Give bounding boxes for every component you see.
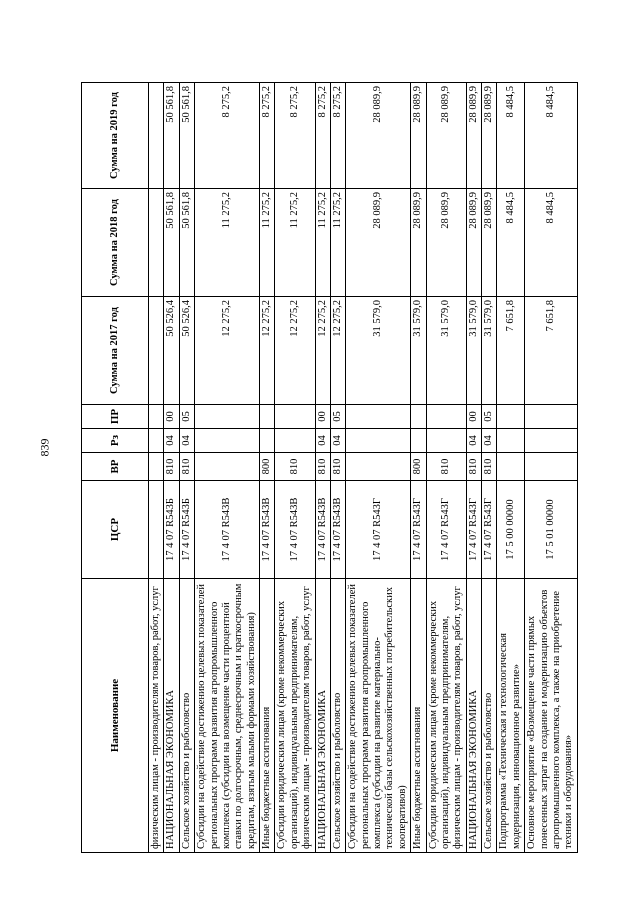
cell-name: Субсидии на содействие достижению целевых показателей региональных программ развития агропромышленного комплекса (субсидии на возмещение части процентной ставки по долгосрочным, среднесрочным и краткосрочным кредитам, взятым малыми формами хозяйствования) — [195, 579, 260, 853]
table-header-row — [82, 83, 149, 853]
cell-vr — [525, 453, 578, 481]
cell-sum-2018: 28 089,9 — [466, 189, 481, 297]
cell-csr: 17 4 07 R543Г — [411, 481, 426, 579]
table-row — [426, 83, 466, 853]
header-sum-2017: Сумма на 2017 год — [82, 297, 149, 405]
cell-sum-2017 — [149, 297, 164, 405]
cell-vr: 800 — [260, 453, 275, 481]
cell-sum-2017: 12 275,2 — [260, 297, 275, 405]
cell-name: Сельское хозяйство и рыболовство — [482, 579, 497, 853]
page-number: 839 — [37, 438, 52, 457]
cell-csr — [149, 481, 164, 579]
cell-rz: 04 — [466, 429, 481, 453]
cell-pr — [275, 405, 315, 429]
table-row — [411, 83, 426, 853]
table-row — [497, 83, 525, 853]
cell-rz: 04 — [179, 429, 194, 453]
table-row — [330, 83, 345, 853]
cell-sum-2017: 12 275,2 — [195, 297, 260, 405]
cell-vr — [497, 453, 525, 481]
cell-pr — [426, 405, 466, 429]
cell-pr — [149, 405, 164, 429]
cell-sum-2019: 28 089,9 — [482, 83, 497, 189]
cell-sum-2018: 11 275,2 — [330, 189, 345, 297]
cell-sum-2018 — [149, 189, 164, 297]
cell-rz — [346, 429, 411, 453]
cell-name: Сельское хозяйство и рыболовство — [179, 579, 194, 853]
cell-sum-2019: 8 275,2 — [195, 83, 260, 189]
cell-rz — [275, 429, 315, 453]
cell-rz — [260, 429, 275, 453]
table-row — [179, 83, 194, 853]
cell-sum-2018: 28 089,9 — [426, 189, 466, 297]
cell-rz: 04 — [482, 429, 497, 453]
table-row — [482, 83, 497, 853]
cell-csr: 17 4 07 R543Г — [466, 481, 481, 579]
table-row — [525, 83, 578, 853]
table-body — [149, 83, 578, 853]
cell-sum-2017: 31 579,0 — [482, 297, 497, 405]
cell-sum-2018: 50 561,8 — [164, 189, 179, 297]
cell-sum-2019: 8 275,2 — [315, 83, 330, 189]
table-row — [466, 83, 481, 853]
cell-sum-2018: 8 484,5 — [497, 189, 525, 297]
cell-pr: 00 — [164, 405, 179, 429]
cell-vr: 810 — [426, 453, 466, 481]
cell-sum-2018: 11 275,2 — [260, 189, 275, 297]
table-row — [164, 83, 179, 853]
cell-sum-2018: 11 275,2 — [195, 189, 260, 297]
cell-pr — [497, 405, 525, 429]
cell-sum-2017: 7 651,8 — [525, 297, 578, 405]
cell-name: НАЦИОНАЛЬНАЯ ЭКОНОМИКА — [466, 579, 481, 853]
cell-sum-2018: 28 089,9 — [482, 189, 497, 297]
table-row — [195, 83, 260, 853]
cell-vr: 810 — [315, 453, 330, 481]
header-sum-2018: Сумма на 2018 год — [82, 189, 149, 297]
cell-name: Основное мероприятие «Возмещение части прямых понесенных затрат на создание и модернизацию объектов агропромышленного комплекса, а также на приобретение техники и оборудования» — [525, 579, 578, 853]
cell-name: Сельское хозяйство и рыболовство — [330, 579, 345, 853]
cell-name: Субсидии юридическим лицам (кроме некоммерческих организаций), индивидуальным предпринимателям, физическим лицам - производителям товаров, работ, услуг — [426, 579, 466, 853]
cell-sum-2019: 50 561,8 — [179, 83, 194, 189]
cell-pr: 05 — [179, 405, 194, 429]
cell-sum-2018: 11 275,2 — [275, 189, 315, 297]
cell-sum-2017: 12 275,2 — [275, 297, 315, 405]
cell-pr: 00 — [466, 405, 481, 429]
cell-rz — [497, 429, 525, 453]
cell-sum-2017: 31 579,0 — [426, 297, 466, 405]
table-row — [275, 83, 315, 853]
cell-csr: 17 4 07 R543Б — [179, 481, 194, 579]
cell-csr: 17 4 07 R543Г — [426, 481, 466, 579]
cell-name: физическим лицам - производителям товаров, работ, услуг — [149, 579, 164, 853]
cell-csr: 17 4 07 R543В — [195, 481, 260, 579]
cell-sum-2019: 28 089,9 — [426, 83, 466, 189]
cell-pr: 05 — [482, 405, 497, 429]
header-sum-2019: Сумма на 2019 год — [82, 83, 149, 189]
cell-sum-2017: 31 579,0 — [346, 297, 411, 405]
cell-rz — [525, 429, 578, 453]
cell-name: Иные бюджетные ассигнования — [260, 579, 275, 853]
header-csr: ЦСР — [82, 481, 149, 579]
cell-pr — [260, 405, 275, 429]
cell-sum-2019: 8 484,5 — [525, 83, 578, 189]
cell-csr: 17 4 07 R543В — [260, 481, 275, 579]
cell-name: НАЦИОНАЛЬНАЯ ЭКОНОМИКА — [315, 579, 330, 853]
cell-name: Субсидии юридическим лицам (кроме некоммерческих организаций), индивидуальным предпринимателям, физическим лицам - производителям товаров, работ, услуг — [275, 579, 315, 853]
cell-name: Иные бюджетные ассигнования — [411, 579, 426, 853]
cell-pr — [346, 405, 411, 429]
cell-vr — [149, 453, 164, 481]
cell-vr — [195, 453, 260, 481]
cell-rz: 04 — [330, 429, 345, 453]
cell-sum-2019 — [149, 83, 164, 189]
cell-vr: 800 — [411, 453, 426, 481]
header-rz: Рз — [82, 429, 149, 453]
cell-rz: 04 — [164, 429, 179, 453]
cell-vr: 810 — [482, 453, 497, 481]
cell-sum-2017: 12 275,2 — [330, 297, 345, 405]
cell-pr: 05 — [330, 405, 345, 429]
cell-name: Субсидии на содействие достижению целевых показателей региональных программ развития агропромышленного комплекса (субсидии на развитие материально-технической базы сельскохозяйственных потребительских кооперативов) — [346, 579, 411, 853]
cell-sum-2018: 8 484,5 — [525, 189, 578, 297]
cell-sum-2019: 8 275,2 — [330, 83, 345, 189]
cell-csr: 17 5 01 00000 — [525, 481, 578, 579]
table-row — [346, 83, 411, 853]
cell-sum-2017: 31 579,0 — [466, 297, 481, 405]
cell-sum-2017: 7 651,8 — [497, 297, 525, 405]
cell-sum-2019: 28 089,9 — [346, 83, 411, 189]
cell-pr — [525, 405, 578, 429]
cell-sum-2018: 28 089,9 — [411, 189, 426, 297]
cell-sum-2019: 8 484,5 — [497, 83, 525, 189]
cell-rz — [149, 429, 164, 453]
cell-csr: 17 5 00 00000 — [497, 481, 525, 579]
cell-pr — [195, 405, 260, 429]
cell-sum-2019: 8 275,2 — [275, 83, 315, 189]
rotated-table-container — [81, 83, 575, 853]
cell-sum-2019: 8 275,2 — [260, 83, 275, 189]
cell-sum-2017: 50 526,4 — [164, 297, 179, 405]
cell-csr: 17 4 07 R543Г — [346, 481, 411, 579]
cell-rz — [426, 429, 466, 453]
cell-csr: 17 4 07 R543Г — [482, 481, 497, 579]
header-pr: ПР — [82, 405, 149, 429]
cell-vr: 810 — [179, 453, 194, 481]
cell-name: НАЦИОНАЛЬНАЯ ЭКОНОМИКА — [164, 579, 179, 853]
cell-vr: 810 — [466, 453, 481, 481]
cell-csr: 17 4 07 R543В — [315, 481, 330, 579]
table-row — [149, 83, 164, 853]
cell-vr: 810 — [275, 453, 315, 481]
cell-pr: 00 — [315, 405, 330, 429]
table-row — [315, 83, 330, 853]
cell-sum-2017: 31 579,0 — [411, 297, 426, 405]
table-row — [260, 83, 275, 853]
cell-pr — [411, 405, 426, 429]
cell-vr: 810 — [330, 453, 345, 481]
cell-rz — [411, 429, 426, 453]
cell-sum-2018: 50 561,8 — [179, 189, 194, 297]
cell-csr: 17 4 07 R543В — [330, 481, 345, 579]
cell-sum-2017: 50 526,4 — [179, 297, 194, 405]
budget-table — [81, 82, 578, 853]
header-vr: ВР — [82, 453, 149, 481]
cell-sum-2019: 28 089,9 — [411, 83, 426, 189]
cell-sum-2019: 50 561,8 — [164, 83, 179, 189]
cell-rz — [195, 429, 260, 453]
cell-sum-2018: 11 275,2 — [315, 189, 330, 297]
cell-sum-2017: 12 275,2 — [315, 297, 330, 405]
cell-sum-2018: 28 089,9 — [346, 189, 411, 297]
cell-vr — [346, 453, 411, 481]
cell-rz: 04 — [315, 429, 330, 453]
cell-name: Подпрограмма «Техническая и технологическая модернизация, инновационное развитие» — [497, 579, 525, 853]
header-name: Наименование — [82, 579, 149, 853]
cell-sum-2019: 28 089,9 — [466, 83, 481, 189]
cell-csr: 17 4 07 R543В — [275, 481, 315, 579]
cell-vr: 810 — [164, 453, 179, 481]
cell-csr: 17 4 07 R543Б — [164, 481, 179, 579]
